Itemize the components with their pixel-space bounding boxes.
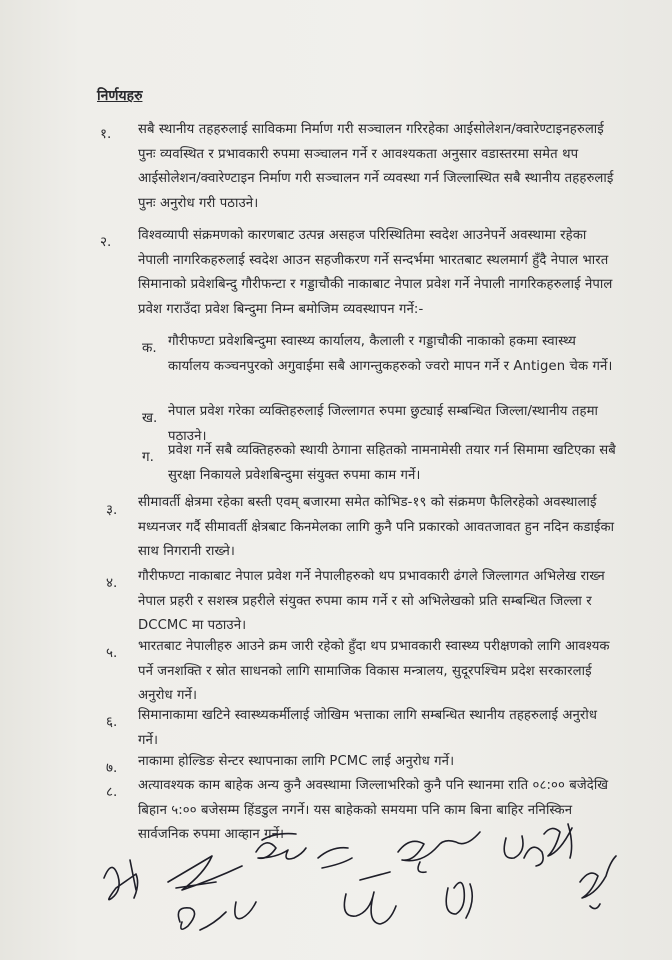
decision-item: [138, 704, 616, 753]
sub-item-number: ग.: [142, 449, 154, 465]
item-text: अत्यावश्यक काम बाहेक अन्य कुनै अवस्थामा जिल्लाभरिको कुनै पनि स्थानमा राति ०८:०० बजेदेखि बिहान ५:०० बजेसम्म हिंडडुल नगर्ने। यस बाहेकको समयमा पनि काम बिना बाहिर ननिस्किन सार्वजनिक रुपमा आव्हान गर्ने।: [138, 778, 609, 842]
item-text: नाकामा होल्डिङ सेन्टर स्थापनाका लागि PCMC लाई अनुरोध गर्ने।: [138, 754, 455, 769]
item-text: विश्वव्यापी संक्रमणको कारणबाट उत्पन्न असहज परिस्थितिमा स्वदेश आउनेपर्ने अवस्थामा रहेका नेपाली नागरिकहरुलाई स्वदेश आउन सहजीकरण गर्ने सन्दर्भमा भारतबाट स्थलमार्ग हुँदै नेपाल भारत सिमानाको प्रवेशबिन्दु गौरीफन्टा र गड्डाचौकी नाकाबाट नेपाल प्रवेश गर्ने नेपाली नागरिकहरुलाई नेपाल प्रवेश गराउँदा प्रवेश बिन्दुमा निम्न बमोजिम व्यवस्थापन गर्ने:-: [138, 228, 613, 317]
decision-item: [138, 635, 616, 709]
sub-item: [168, 439, 616, 488]
signature-1: [104, 860, 138, 900]
signature-8: [446, 882, 472, 918]
item-text: भारतबाट नेपालीहरु आउने क्रम जारी रहेको हुँदा थप प्रभावकारी स्वास्थ्य परीक्षणको लागि आवश्यक पर्ने जनशक्ति र स्रोत साधनको लागि सामाजिक विकास मन्त्रालय, सुदूरपश्चिम प्रदेश सरकारलाई अनुरोध गर्ने।: [138, 639, 610, 703]
sub-item-number: ख.: [142, 410, 158, 426]
item-number: १.: [100, 126, 112, 142]
signatures-area: [0, 810, 672, 960]
signature-5: [318, 848, 352, 868]
signature-2: [168, 856, 242, 890]
sub-item-number: क.: [142, 340, 157, 356]
decision-item: [138, 565, 616, 639]
signature-3: [178, 902, 256, 930]
item-text: सीमावर्ती क्षेत्रमा रहेका बस्ती एवम् बजारमा समेत कोभिड-१९ को संक्रमण फैलिरहेको अवस्थालाई मध्यनजर गर्दै सीमावर्ती क्षेत्रबाट किनमेलका लागि कुनै पनि प्रकारको आवतजावत हुन नदिन कडाईका साथ निगरानी राख्ने।: [138, 495, 615, 559]
item-number: ४.: [106, 575, 118, 591]
signature-9: [504, 824, 572, 866]
item-text: नेपाल प्रवेश गरेका व्यक्तिहरुलाई जिल्लागत रुपमा छुट्याई सम्बन्धित जिल्ला/स्थानीय तहमा पठाउने।: [168, 404, 598, 444]
decision-item: [138, 224, 616, 322]
item-number: ६.: [106, 714, 118, 730]
item-number: २.: [100, 234, 112, 250]
decision-item: [138, 118, 616, 216]
item-number: ८.: [106, 784, 118, 800]
page-heading: निर्णयहरु: [97, 88, 143, 104]
item-text: प्रवेश गर्ने सबै व्यक्तिहरुको स्थायी ठेगाना सहितको नामनामेसी तयार गर्न सिमामा खटिएका सबै सुरक्षा निकायले प्रवेशबिन्दुमा संयुक्त रुपमा काम गर्ने।: [168, 443, 616, 483]
item-text: सिमानाकामा खटिने स्वास्थ्यकर्मीलाई जोखिम भत्ताका लागि सम्बन्धित स्थानीय तहहरुलाई अनुरोध गर्ने।: [138, 708, 598, 748]
signature-6: [344, 872, 396, 924]
item-text: सबै स्थानीय तहहरुलाई साविकमा निर्माण गरी सञ्चालन गरिरहेका आईसोलेशन/क्वारेण्टाइनहरुलाई पुनः व्यवस्थित र प्रभावकारी रुपमा सञ्चालन गर्ने र आवश्यकता अनुसार वडास्तरमा समेत थप आईसोलेशन/क्वारेण्टाइन निर्माण गरी सञ्चालन गर्ने व्यवस्था गर्न जिल्लास्थित सबै स्थानीय तहहरुलाई पुनः अनुरोध गरी पठाउने।: [138, 122, 614, 211]
item-text: गौरीफण्टा नाकाबाट नेपाल प्रवेश गर्ने नेपालीहरुको थप प्रभावकारी ढंगले जिल्लागत अभिलेख राख्न नेपाल प्रहरी र सशस्त्र प्रहरीले संयुक्त रुपमा काम गर्ने र सो अभिलेखको प्रति सम्बन्धित जिल्ला र DCCMC मा पठाउने।: [138, 569, 605, 633]
decision-item: [138, 750, 616, 775]
signature-7: [398, 832, 480, 872]
decision-item: [138, 491, 616, 565]
signature-10: [580, 856, 616, 909]
item-number: ७.: [106, 760, 118, 776]
signature-4: [256, 834, 306, 859]
item-number: ५.: [106, 645, 118, 661]
item-text: गौरीफण्टा प्रवेशबिन्दुमा स्वास्थ्य कार्यालय, कैलाली र गड्डाचौकी नाकाको हकमा स्वास्थ्य कार्यालय कञ्चनपुरको अगुवाईमा सबै आगन्तुकहरुको ज्वरो मापन गर्ने र Antigen चेक गर्ने।: [168, 334, 613, 374]
item-number: ३.: [106, 502, 118, 518]
sub-item: [168, 330, 616, 379]
